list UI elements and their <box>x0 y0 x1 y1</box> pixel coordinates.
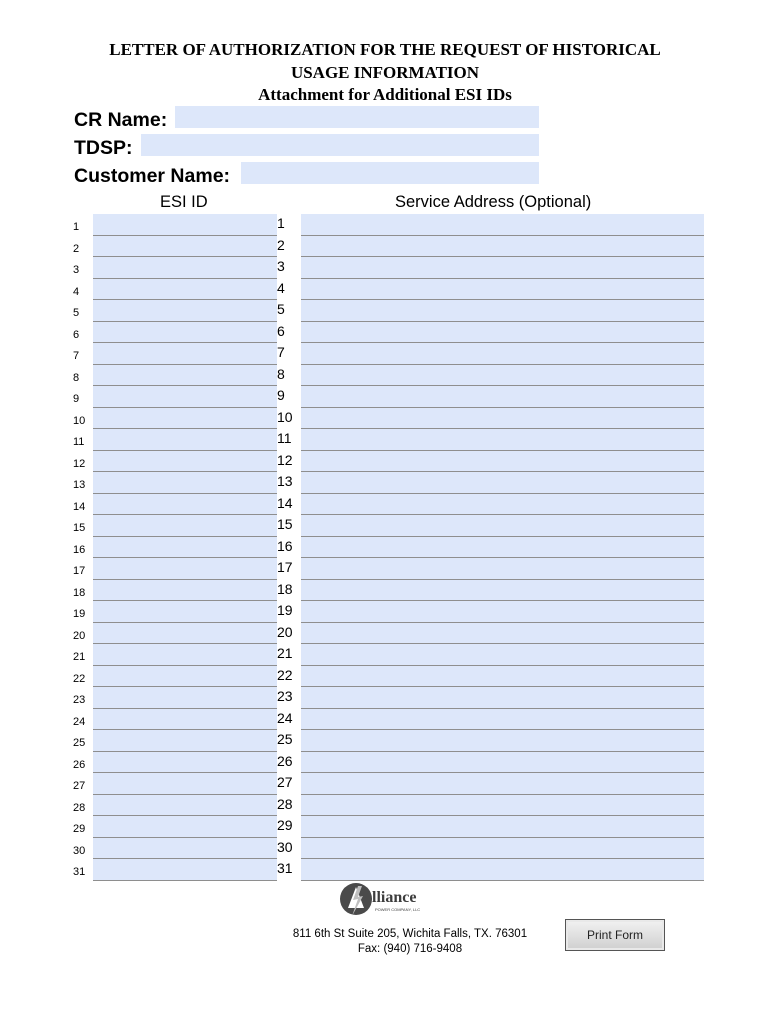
row-number-right: 4 <box>277 279 285 296</box>
esi-id-input[interactable] <box>93 709 277 731</box>
esi-id-header: ESI ID <box>160 193 208 211</box>
row-number-right: 22 <box>277 666 293 683</box>
esi-id-input[interactable] <box>93 279 277 301</box>
esi-id-input[interactable] <box>93 838 277 860</box>
service-address-input[interactable] <box>301 279 704 301</box>
table-row <box>0 322 770 344</box>
service-address-input[interactable] <box>301 300 704 322</box>
table-row <box>0 515 770 537</box>
row-number-right: 17 <box>277 559 293 575</box>
table-row <box>0 601 770 623</box>
esi-id-input[interactable] <box>93 365 277 387</box>
row-number-right: 3 <box>277 258 285 274</box>
row-number-right: 7 <box>277 344 285 360</box>
row-number: 18 <box>73 586 86 599</box>
row-number-right: 20 <box>277 623 293 640</box>
service-address-input[interactable] <box>301 429 704 451</box>
service-address-input[interactable] <box>301 709 704 731</box>
service-address-input[interactable] <box>301 773 704 795</box>
row-number: 23 <box>73 694 86 706</box>
table-row <box>0 386 770 408</box>
table-row <box>0 214 770 236</box>
row-number: 3 <box>73 264 80 276</box>
table-row <box>0 709 770 731</box>
row-number: 13 <box>73 479 86 491</box>
service-address-input[interactable] <box>301 236 704 258</box>
table-row <box>0 752 770 774</box>
esi-id-input[interactable] <box>93 429 277 451</box>
row-number: 28 <box>73 801 86 814</box>
service-address-input[interactable] <box>301 343 704 365</box>
row-number: 7 <box>73 350 80 362</box>
title-line-1: LETTER OF AUTHORIZATION FOR THE REQUEST OF HISTORICAL <box>109 40 661 59</box>
row-number-right: 14 <box>277 494 293 511</box>
table-row <box>0 408 770 430</box>
service-address-input[interactable] <box>301 365 704 387</box>
row-number-right: 23 <box>277 688 293 704</box>
esi-id-input[interactable] <box>93 773 277 795</box>
logo-wordmark: lliance <box>372 889 417 906</box>
table-row <box>0 429 770 451</box>
row-number: 5 <box>73 307 80 319</box>
row-number: 10 <box>73 414 86 427</box>
title-line-2: USAGE INFORMATION <box>290 63 480 82</box>
esi-id-input[interactable] <box>93 257 277 279</box>
service-address-input[interactable] <box>301 687 704 709</box>
row-number-right: 13 <box>277 473 293 489</box>
row-number: 31 <box>73 866 86 878</box>
service-address-input[interactable] <box>301 752 704 774</box>
row-number-right: 30 <box>277 838 293 855</box>
cr-name-input[interactable] <box>175 106 539 128</box>
service-address-input[interactable] <box>301 257 704 279</box>
service-address-input[interactable] <box>301 816 704 838</box>
table-row <box>0 343 770 365</box>
esi-id-input[interactable] <box>93 322 277 344</box>
row-number: 4 <box>73 285 80 298</box>
row-number: 27 <box>73 780 86 792</box>
esi-id-input[interactable] <box>93 580 277 602</box>
service-address-input[interactable] <box>301 386 704 408</box>
esi-id-input[interactable] <box>93 300 277 322</box>
esi-id-input[interactable] <box>93 644 277 666</box>
row-number-right: 16 <box>277 537 293 554</box>
service-address-input[interactable] <box>301 451 704 473</box>
table-row <box>0 644 770 666</box>
esi-id-input[interactable] <box>93 623 277 645</box>
table-row <box>0 730 770 752</box>
table-row <box>0 537 770 559</box>
row-number: 24 <box>73 715 86 728</box>
service-address-input[interactable] <box>301 322 704 344</box>
esi-id-input[interactable] <box>93 666 277 688</box>
table-row <box>0 236 770 258</box>
service-address-input[interactable] <box>301 601 704 623</box>
esi-id-input[interactable] <box>93 558 277 580</box>
esi-id-input[interactable] <box>93 859 277 881</box>
esi-id-input[interactable] <box>93 752 277 774</box>
table-row <box>0 300 770 322</box>
row-number-right: 27 <box>277 774 293 790</box>
row-number-right: 1 <box>277 215 285 231</box>
row-number: 15 <box>73 522 86 534</box>
row-number: 8 <box>73 371 80 384</box>
row-number-right: 31 <box>277 860 293 876</box>
row-number: 9 <box>73 393 80 405</box>
table-row <box>0 558 770 580</box>
service-address-input[interactable] <box>301 580 704 602</box>
esi-id-input[interactable] <box>93 816 277 838</box>
row-number-right: 2 <box>277 236 285 253</box>
row-number: 1 <box>73 221 80 233</box>
esi-id-input[interactable] <box>93 601 277 623</box>
service-address-header: Service Address (Optional) <box>395 193 592 211</box>
tdsp-label: TDSP: <box>74 137 133 159</box>
esi-id-input[interactable] <box>93 408 277 430</box>
row-number-right: 15 <box>277 516 293 532</box>
service-address-input[interactable] <box>301 795 704 817</box>
row-number-right: 21 <box>277 645 293 661</box>
row-number: 26 <box>73 758 86 771</box>
service-address-input[interactable] <box>301 408 704 430</box>
service-address-input[interactable] <box>301 730 704 752</box>
row-number-right: 25 <box>277 731 293 747</box>
row-number-right: 8 <box>277 365 285 382</box>
esi-id-input[interactable] <box>93 537 277 559</box>
esi-id-input[interactable] <box>93 386 277 408</box>
table-row <box>0 257 770 279</box>
row-number: 29 <box>73 823 86 835</box>
print-form-button[interactable]: Print Form <box>565 919 665 951</box>
row-number-right: 6 <box>277 322 285 339</box>
row-number: 19 <box>73 608 86 620</box>
logo-subtext: POWER COMPANY, LLC <box>375 907 421 912</box>
customer-name-label: Customer Name: <box>74 165 231 187</box>
table-row <box>0 623 770 645</box>
table-row <box>0 365 770 387</box>
row-number: 20 <box>73 629 86 642</box>
row-number: 17 <box>73 565 86 577</box>
cr-name-label: CR Name: <box>74 109 168 131</box>
esi-id-input[interactable] <box>93 343 277 365</box>
row-number: 12 <box>73 457 86 470</box>
service-address-input[interactable] <box>301 558 704 580</box>
service-address-input[interactable] <box>301 472 704 494</box>
service-address-input[interactable] <box>301 214 704 236</box>
row-number: 2 <box>73 242 80 255</box>
esi-id-input[interactable] <box>93 515 277 537</box>
row-number: 25 <box>73 737 86 749</box>
row-number: 30 <box>73 844 86 857</box>
esi-id-input[interactable] <box>93 214 277 236</box>
row-number-right: 18 <box>277 580 293 597</box>
tdsp-input[interactable] <box>141 134 539 156</box>
alliance-logo <box>339 878 449 920</box>
service-address-input[interactable] <box>301 644 704 666</box>
table-row <box>0 580 770 602</box>
customer-name-input[interactable] <box>241 162 539 184</box>
company-fax: Fax: (940) 716-9408 <box>357 943 463 955</box>
row-number: 16 <box>73 543 86 556</box>
service-address-input[interactable] <box>301 537 704 559</box>
esi-id-input[interactable] <box>93 472 277 494</box>
table-row <box>0 451 770 473</box>
esi-id-input[interactable] <box>93 451 277 473</box>
row-number-right: 29 <box>277 817 293 833</box>
esi-id-input[interactable] <box>93 494 277 516</box>
table-row <box>0 279 770 301</box>
esi-id-input[interactable] <box>93 236 277 258</box>
row-number-right: 9 <box>277 387 285 403</box>
row-number-right: 10 <box>277 408 293 425</box>
service-address-input[interactable] <box>301 623 704 645</box>
row-number-right: 28 <box>277 795 293 812</box>
row-number-right: 24 <box>277 709 293 726</box>
row-number: 22 <box>73 672 86 685</box>
row-number-right: 12 <box>277 451 293 468</box>
table-row <box>0 816 770 838</box>
row-number: 14 <box>73 500 86 513</box>
table-row <box>0 472 770 494</box>
service-address-input[interactable] <box>301 838 704 860</box>
esi-id-input[interactable] <box>93 687 277 709</box>
row-number: 21 <box>73 651 86 663</box>
table-row <box>0 494 770 516</box>
row-number-right: 11 <box>277 430 292 446</box>
subtitle: Attachment for Additional ESI IDs <box>258 85 512 104</box>
row-number-right: 19 <box>277 602 293 618</box>
esi-id-input[interactable] <box>93 795 277 817</box>
service-address-input[interactable] <box>301 666 704 688</box>
service-address-input[interactable] <box>301 515 704 537</box>
company-address: 811 6th St Suite 205, Wichita Falls, TX. 76301 <box>292 928 528 940</box>
row-number-right: 5 <box>277 301 285 317</box>
table-row <box>0 666 770 688</box>
service-address-input[interactable] <box>301 494 704 516</box>
table-row <box>0 795 770 817</box>
table-row <box>0 687 770 709</box>
row-number: 6 <box>73 328 80 341</box>
row-number-right: 26 <box>277 752 293 769</box>
table-row <box>0 773 770 795</box>
row-number: 11 <box>73 436 85 448</box>
table-row <box>0 838 770 860</box>
esi-id-input[interactable] <box>93 730 277 752</box>
